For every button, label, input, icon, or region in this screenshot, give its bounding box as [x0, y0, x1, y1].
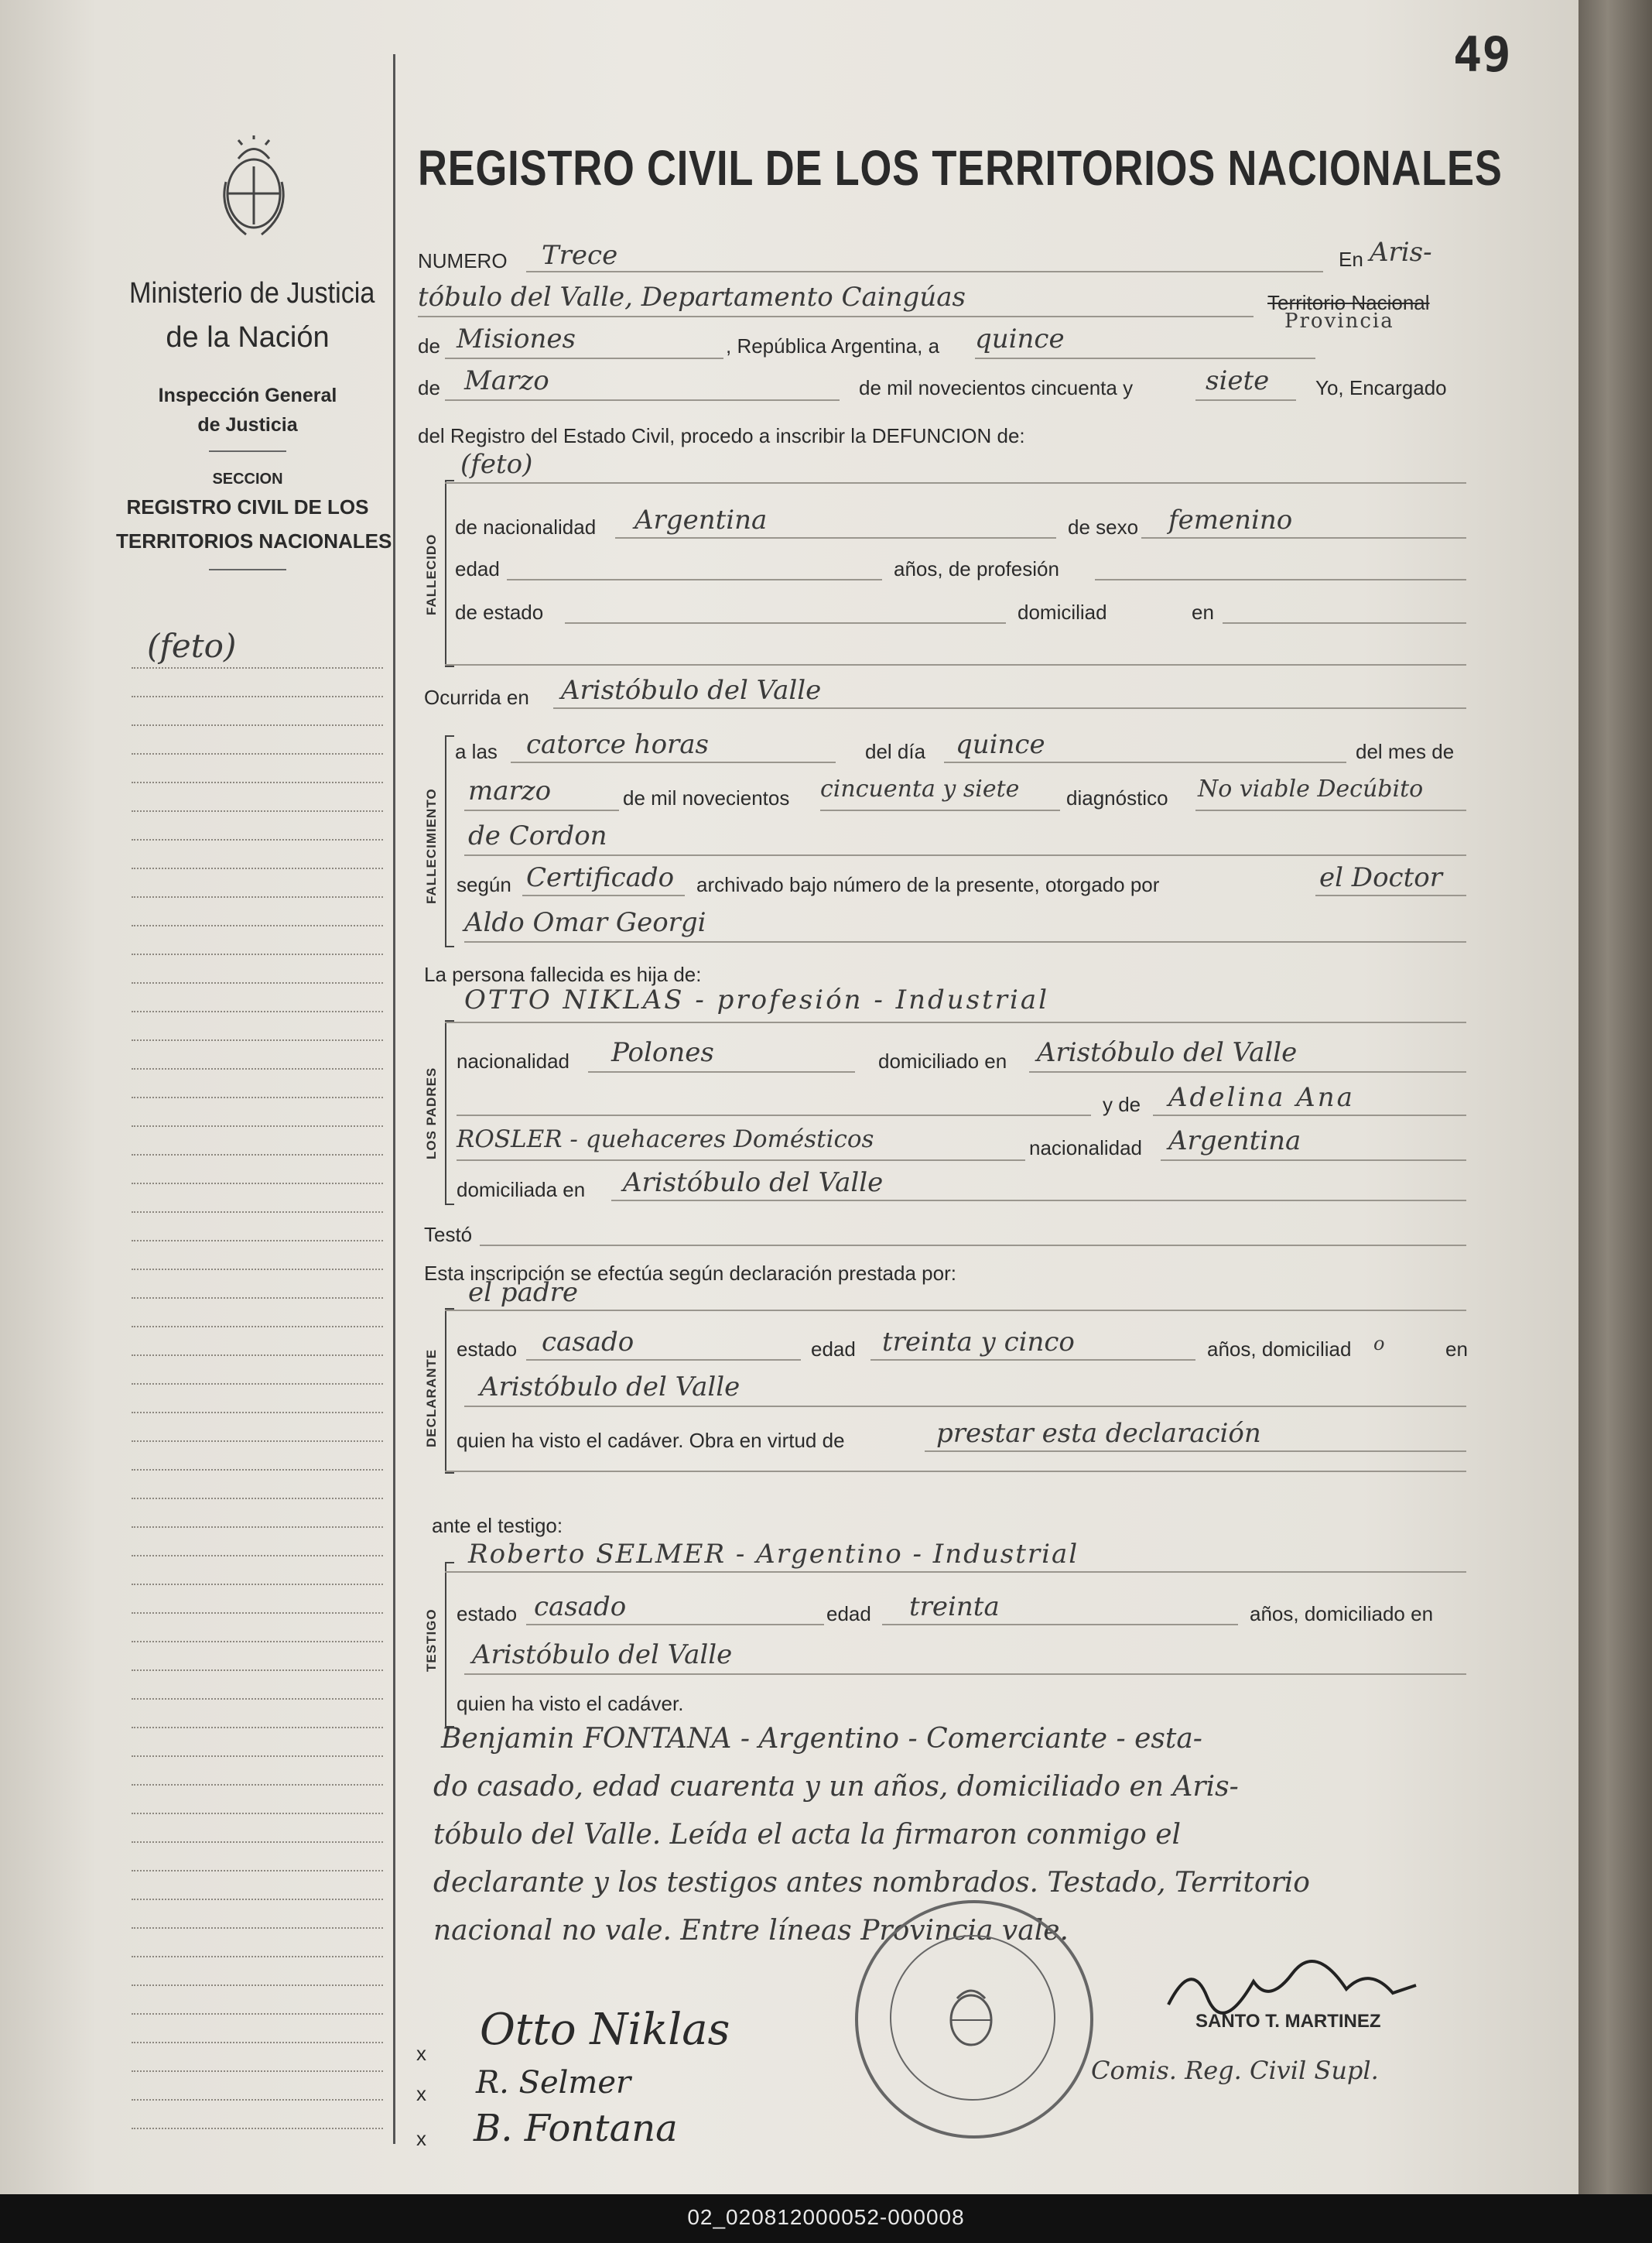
left-ruled-line — [132, 1899, 383, 1900]
left-ruled-line — [132, 1211, 383, 1213]
footer-bar — [0, 2194, 1652, 2243]
left-ruled-line — [132, 1870, 383, 1871]
otorgado-value: el Doctor — [1319, 862, 1442, 893]
testigo-estado: casado — [534, 1591, 627, 1622]
archivado-label: archivado bajo número de la presente, otorgado por — [696, 873, 1160, 896]
declarante-edad-label: edad — [811, 1337, 856, 1361]
a-las-label: a las — [455, 740, 498, 763]
note-line-3: tóbulo del Valle. Leída el acta la firmaron conmigo el — [433, 1819, 1182, 1851]
left-ruled-line — [132, 1097, 383, 1098]
left-ruled-line — [132, 1498, 383, 1499]
book-binding — [1578, 0, 1652, 2194]
province-value: Misiones — [457, 324, 576, 354]
left-ruled-line — [132, 2099, 383, 2101]
left-ruled-line — [132, 1927, 383, 1929]
padres-intro: La persona fallecida es hija de: — [424, 963, 702, 986]
left-ruled-line — [132, 1440, 383, 1442]
fallecimiento-label: FALLECIMIENTO — [424, 788, 439, 904]
day-value: quince — [975, 324, 1065, 354]
left-ruled-line — [132, 1641, 383, 1642]
left-ruled-line — [132, 1526, 383, 1528]
padre-nacionalidad-label: nacionalidad — [457, 1050, 570, 1073]
madre-nacionalidad-label: nacionalidad — [1029, 1136, 1143, 1159]
stamp-emblem-icon — [940, 1981, 1002, 2051]
mes-value: marzo — [468, 776, 552, 806]
left-ruled-line — [132, 1727, 383, 1728]
page-title: REGISTRO CIVIL DE LOS TERRITORIOS NACIONALES — [418, 140, 1503, 196]
left-ruled-line — [132, 954, 383, 955]
left-ruled-line — [132, 2128, 383, 2129]
republica-label: , República Argentina, a — [726, 334, 940, 358]
year-value: siete — [1206, 365, 1270, 396]
left-ruled-line — [132, 2013, 383, 2015]
left-ruled-line — [132, 1813, 383, 1814]
del-mes-label: del mes de — [1356, 740, 1455, 763]
declarante-domiciliado-label: años, domiciliad — [1207, 1337, 1352, 1361]
testigo-domiciliado-label: años, domiciliado en — [1250, 1602, 1434, 1625]
section-line-1: REGISTRO CIVIL DE LOS — [126, 495, 369, 519]
signature-mark-1: x — [416, 2042, 426, 2065]
left-ruled-line — [132, 982, 383, 984]
left-rule-1 — [209, 450, 286, 452]
y-de-label: y de — [1103, 1093, 1141, 1116]
officer-role: Comis. Reg. Civil Supl. — [1091, 2056, 1379, 2085]
domiciliada-label: domiciliada en — [457, 1178, 586, 1201]
declarante-domicilio: Aristóbulo del Valle — [480, 1371, 740, 1402]
territorio-label: Territorio Nacional — [1267, 291, 1430, 314]
note-line-5: nacional no vale. Entre líneas Provincia vale. — [433, 1915, 1069, 1947]
left-ruled-line — [132, 1183, 383, 1184]
inscribe-label: del Registro del Estado Civil, procedo a inscribir la DEFUNCION de: — [418, 424, 1025, 447]
nacionalidad-label: de nacionalidad — [455, 515, 597, 539]
left-rule-2 — [209, 569, 286, 570]
left-ruled-line — [132, 896, 383, 898]
left-ruled-line — [132, 1698, 383, 1700]
left-ruled-line — [132, 1669, 383, 1671]
segun-value: Certificado — [526, 862, 675, 893]
de-label: de — [418, 334, 440, 358]
coat-of-arms-icon — [215, 135, 292, 244]
madre-nacionalidad: Argentina — [1168, 1125, 1301, 1156]
left-ruled-line — [132, 868, 383, 869]
en-label: En — [1339, 248, 1363, 271]
declarante-en-label: en — [1445, 1337, 1468, 1361]
left-ruled-line — [132, 1784, 383, 1786]
testigo-domicilio: Aristóbulo del Valle — [472, 1639, 733, 1670]
note-line-2: do casado, edad cuarenta y un años, domiciliado en Aris- — [433, 1771, 1239, 1803]
sexo-label: de sexo — [1068, 515, 1139, 539]
left-ruled-line — [132, 1068, 383, 1070]
left-ruled-line — [132, 1154, 383, 1156]
testigo-edad-label: edad — [826, 1602, 871, 1625]
officer-signature — [1161, 1950, 1424, 2020]
padre-domicilio: Aristóbulo del Valle — [1037, 1037, 1298, 1068]
de2-label: de — [418, 376, 440, 399]
novecientos-label: de mil novecientos — [623, 786, 790, 810]
fallecido-label: FALLECIDO — [424, 533, 439, 615]
profesion-label: años, de profesión — [894, 557, 1059, 580]
testigo-visto-label: quien ha visto el cadáver. — [457, 1692, 684, 1715]
provincia-note: Provincia — [1284, 310, 1394, 333]
officer-printed-name: SANTO T. MARTINEZ — [1195, 2011, 1381, 2032]
ministry-line-2: de la Nación — [166, 321, 330, 354]
ocurrida-label: Ocurrida en — [424, 686, 529, 709]
numero-value: Trece — [542, 240, 618, 271]
estado-label: de estado — [455, 601, 544, 624]
testo-label: Testó — [424, 1223, 473, 1246]
testigo-bracket — [445, 1562, 454, 1728]
testigo-name: Roberto SELMER - Argentino - Industrial — [468, 1539, 1079, 1570]
declarante-obra: prestar esta declaración — [936, 1418, 1261, 1449]
section-line-2: TERRITORIOS NACIONALES — [116, 529, 392, 553]
left-ruled-line — [132, 1984, 383, 1986]
left-ruled-line — [132, 1412, 383, 1413]
left-ruled-line — [132, 782, 383, 783]
left-ruled-line — [132, 925, 383, 926]
hora-value: catorce horas — [526, 729, 710, 760]
testigo-estado-label: estado — [457, 1602, 518, 1625]
left-ruled-line — [132, 753, 383, 755]
nacionalidad-value: Argentina — [634, 505, 768, 536]
madre-value: Adelina Ana — [1168, 1082, 1355, 1113]
padre-nacionalidad: Polones — [611, 1037, 714, 1068]
domicilio-en-label: en — [1192, 601, 1214, 624]
declarante-intro: Esta inscripción se efectúa según declaración prestada por: — [424, 1262, 956, 1285]
sexo-value: femenino — [1168, 505, 1293, 536]
note-line-1: Benjamin FONTANA - Argentino - Comerciante - esta- — [441, 1723, 1202, 1755]
signature-mark-2: x — [416, 2082, 426, 2105]
diagnostico-value-2: de Cordon — [468, 820, 607, 851]
footer-id: 02_020812000052-000008 — [687, 2205, 965, 2229]
dia-value: quince — [956, 729, 1045, 760]
declarante-label: DECLARANTE — [424, 1348, 439, 1447]
declarante-estado-label: estado — [457, 1337, 518, 1361]
page-number: 49 — [1453, 26, 1511, 83]
yo-label: Yo, Encargado — [1315, 376, 1447, 399]
left-ruled-line — [132, 1240, 383, 1241]
ministry-line-1: Ministerio de Justicia — [129, 277, 375, 310]
fallecimiento-bracket — [445, 735, 454, 947]
declarante-name: el padre — [468, 1277, 578, 1308]
declarante-estado: casado — [542, 1327, 634, 1358]
note-line-4: declarante y los testigos antes nombrados. Testado, Territorio — [433, 1867, 1310, 1899]
edad-label: edad — [455, 557, 500, 580]
left-ruled-line — [132, 1269, 383, 1270]
left-ruled-line — [132, 1125, 383, 1127]
numero-label: NUMERO — [418, 249, 508, 272]
testigo-edad: treinta — [909, 1591, 1000, 1622]
column-divider — [393, 54, 395, 2144]
left-ruled-line — [132, 810, 383, 812]
declarante-edad: treinta y cinco — [882, 1327, 1075, 1358]
padre-domiciliado-label: domiciliado en — [878, 1050, 1007, 1073]
left-ruled-line — [132, 1354, 383, 1356]
left-ruled-line — [132, 1755, 383, 1757]
year-label: de mil novecientos cincuenta y — [859, 376, 1134, 399]
inspection-line-1: Inspección General — [158, 385, 337, 406]
left-ruled-line — [132, 1555, 383, 1556]
left-ruled-line — [132, 2070, 383, 2072]
domicilio-label: domiciliad — [1018, 601, 1107, 624]
declarante-bracket — [445, 1308, 454, 1474]
en-value: Aris- — [1370, 237, 1432, 268]
left-ruled-line — [132, 1011, 383, 1012]
fallecido-name: (feto) — [460, 449, 533, 480]
anio-value: cincuenta y siete — [820, 776, 1020, 803]
signature-3: B. Fontana — [474, 2107, 678, 2150]
padres-label: LOS PADRES — [424, 1067, 439, 1159]
diagnostico-label: diagnóstico — [1066, 786, 1168, 810]
left-ruled-line — [132, 1956, 383, 1957]
left-ruled-line — [132, 1612, 383, 1614]
left-ruled-line — [132, 724, 383, 726]
left-ruled-line — [132, 839, 383, 841]
signature-1: Otto Niklas — [480, 2005, 730, 2055]
testigo-label: TESTIGO — [424, 1608, 439, 1672]
left-ruled-line — [132, 1584, 383, 1585]
testigo-intro: ante el testigo: — [432, 1514, 563, 1537]
declarante-domiciliado-suffix: o — [1373, 1333, 1385, 1354]
del-dia-label: del día — [865, 740, 926, 763]
signature-2: R. Selmer — [476, 2065, 631, 2101]
month-value: Marzo — [464, 365, 549, 396]
inspection-line-2: de Justicia — [197, 414, 298, 436]
declarante-visto-label: quien ha visto el cadáver. Obra en virtud de — [457, 1429, 845, 1452]
left-ruled-line — [132, 667, 383, 669]
ocurrida-value: Aristóbulo del Valle — [561, 675, 822, 706]
left-ruled-line — [132, 1039, 383, 1041]
diagnostico-value: No viable Decúbito — [1198, 776, 1424, 803]
left-ruled-line — [132, 1297, 383, 1299]
left-ruled-line — [132, 1841, 383, 1843]
left-ruled-line — [132, 2042, 383, 2043]
left-ruled-line — [132, 1469, 383, 1471]
doctor-value: Aldo Omar Georgi — [464, 907, 706, 938]
segun-label: según — [457, 873, 511, 896]
left-ruled-line — [132, 1383, 383, 1385]
margin-note: (feto) — [147, 627, 237, 665]
padres-bracket — [445, 1020, 454, 1205]
madre-domicilio: Aristóbulo del Valle — [623, 1167, 884, 1198]
left-ruled-line — [132, 1326, 383, 1327]
madre-value-2: ROSLER - quehaceres Domésticos — [457, 1125, 874, 1153]
place-value: tóbulo del Valle, Departamento Caingúas — [418, 282, 966, 313]
signature-mark-3: x — [416, 2127, 426, 2150]
left-ruled-line — [132, 696, 383, 697]
padre-value: OTTO NIKLAS - profesión - Industrial — [464, 985, 1050, 1015]
fallecido-bracket — [445, 480, 454, 667]
section-label: SECCION — [212, 471, 283, 488]
